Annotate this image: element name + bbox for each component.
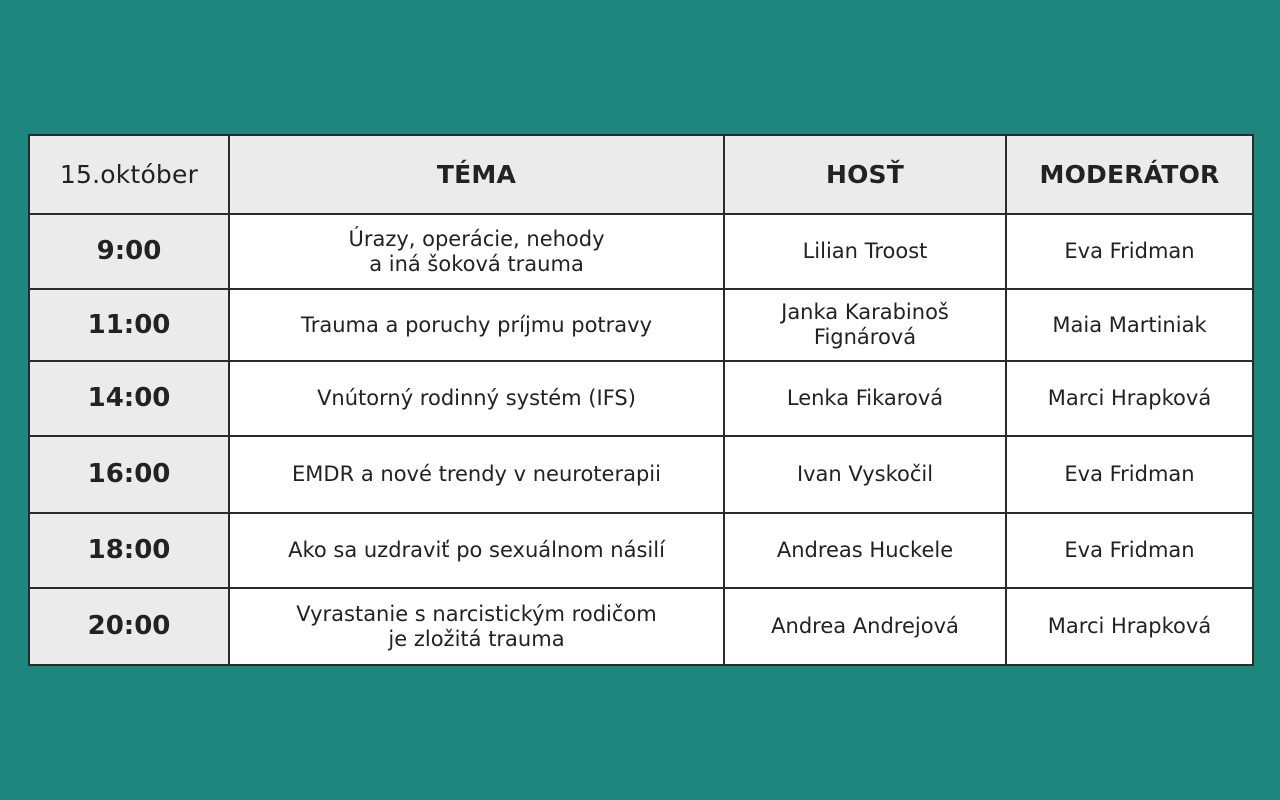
moderator-text: Marci Hrapková [1047,386,1212,410]
topic-text: Vnútorný rodinný systém (IFS) [317,386,636,410]
topic-text: EMDR a nové trendy v neuroterapii [292,462,661,486]
header-moderator: MODERÁTOR [1006,135,1253,214]
moderator-text: Eva Fridman [1064,239,1195,263]
topic-cell [229,513,724,588]
guest-text: Janka Karabinoš Fignárová [781,300,949,349]
topic-cell [229,436,724,513]
topic-text: Trauma a poruchy príjmu potravy [300,312,653,337]
header-date: 15.október [29,135,229,214]
moderator-cell [1006,289,1253,361]
table-row [29,588,1253,665]
topic-cell [229,289,724,361]
topic-cell [229,361,724,436]
schedule-table [28,134,1254,666]
time-cell: 14:00 [29,361,229,436]
table-row [29,513,1253,588]
guest-cell [724,214,1006,289]
topic-cell [229,588,724,665]
moderator-cell [1006,513,1253,588]
table-row [29,214,1253,289]
table-row [29,289,1253,361]
moderator-text: Marci Hrapková [1047,614,1212,638]
topic-text: Úrazy, operácie, nehody a iná šoková trauma [348,226,605,276]
guest-cell [724,513,1006,588]
moderator-cell [1006,436,1253,513]
time-cell: 16:00 [29,436,229,513]
guest-text: Lenka Fikarová [786,386,944,410]
guest-text: Lilian Troost [802,239,928,263]
header-topic: TÉMA [229,135,724,214]
header-row [29,135,1253,214]
guest-cell [724,588,1006,665]
time-cell: 9:00 [29,214,229,289]
moderator-text: Eva Fridman [1064,462,1195,486]
time-cell: 18:00 [29,513,229,588]
time-cell: 11:00 [29,289,229,361]
moderator-cell [1006,214,1253,289]
header-guest: HOSŤ [724,135,1006,214]
guest-cell [724,289,1006,361]
table-header [29,135,1253,214]
guest-cell [724,436,1006,513]
topic-text: Vyrastanie s narcistickým rodičom je zložitá trauma [296,601,657,651]
moderator-cell [1006,361,1253,436]
moderator-text: Eva Fridman [1064,538,1195,562]
topic-cell [229,214,724,289]
table-row [29,361,1253,436]
guest-cell [724,361,1006,436]
guest-text: Andrea Andrejová [771,614,959,638]
moderator-cell [1006,588,1253,665]
table-row [29,436,1253,513]
topic-text: Ako sa uzdraviť po sexuálnom násilí [288,538,665,562]
moderator-text: Maia Martiniak [1052,312,1207,337]
guest-text: Andreas Huckele [776,538,954,562]
time-cell: 20:00 [29,588,229,665]
table-body [29,214,1253,665]
guest-text: Ivan Vyskočil [796,462,934,486]
